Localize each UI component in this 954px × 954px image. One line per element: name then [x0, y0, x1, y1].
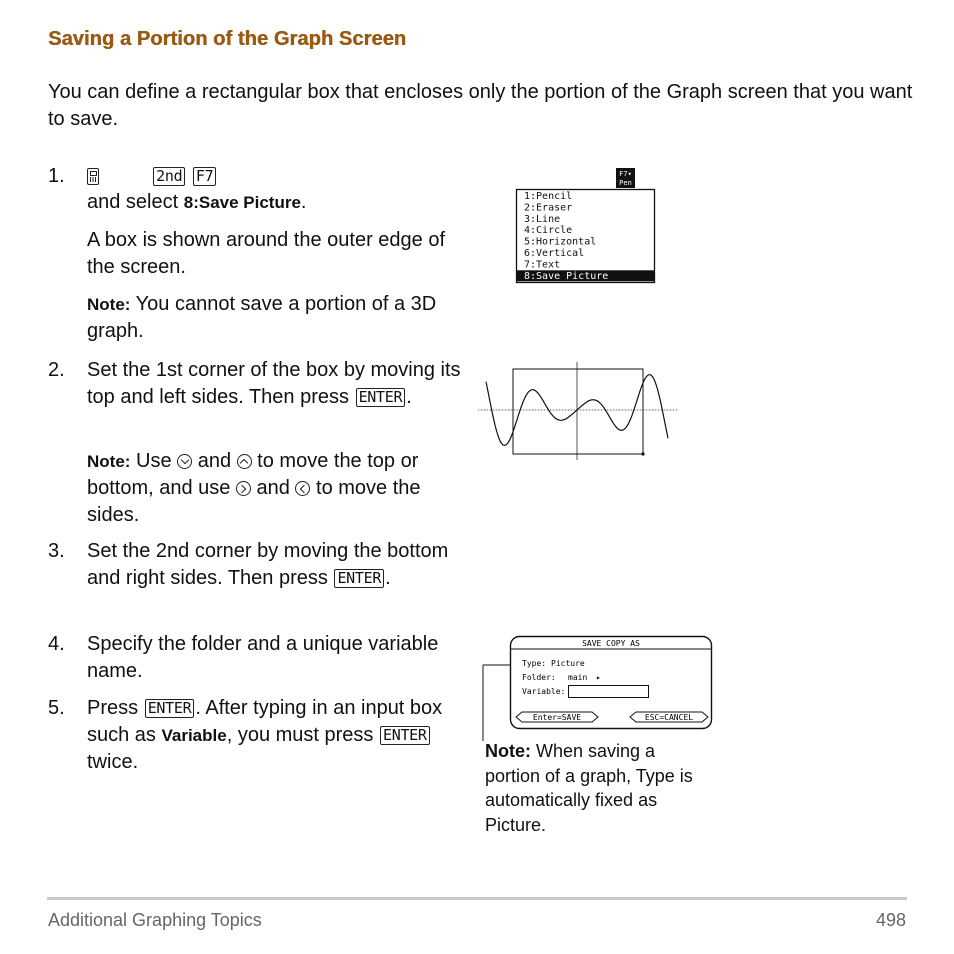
menu-item: 3:Line	[524, 213, 561, 225]
menu-item: 4:Circle	[524, 225, 573, 237]
type-value: Picture	[551, 659, 585, 668]
save-copy-as-dialog	[480, 633, 717, 743]
type-label: Type:	[522, 659, 547, 668]
enter-save-label: Enter=SAVE	[532, 713, 582, 722]
right-note: Note: When saving a portion of a graph, Type is automatically fixed as Picture.	[485, 741, 693, 835]
step-1-keys	[87, 163, 467, 190]
folder-label: Folder:	[522, 673, 556, 682]
menu-item-ref: 8:Save Picture	[183, 193, 301, 212]
page-heading: Saving a Portion of the Graph Screen	[48, 28, 407, 50]
arrow-left-icon	[295, 481, 310, 496]
footer-divider	[47, 897, 907, 900]
arrow-right-icon	[236, 481, 251, 496]
key-enter: ENTER	[380, 726, 430, 745]
step-2-note: Note: Use and to move the top or bottom, and use and to move the sides.	[87, 450, 421, 526]
menu-item: 1:Pencil	[524, 191, 573, 202]
folder-value: main	[568, 673, 588, 682]
variable-label: Variable:	[522, 687, 566, 696]
dialog-title: SAVE COPY AS	[582, 639, 640, 648]
footer-section: Additional Graphing Topics	[48, 910, 262, 930]
step-4-number: 4.	[48, 633, 65, 655]
key-enter: ENTER	[356, 388, 406, 407]
key-2nd: 2nd	[153, 167, 185, 186]
step-3-number: 3.	[48, 540, 65, 562]
menu-item: 6:Vertical	[524, 248, 585, 259]
step-3-text: Set the 2nd corner by moving the bottom and right sides. Then press ENTER .	[87, 540, 449, 589]
key-enter: ENTER	[145, 699, 195, 718]
step-2-number: 2.	[48, 359, 65, 381]
arrow-up-icon	[237, 454, 252, 469]
step-1-select: and select 8:Save Picture.	[87, 191, 307, 213]
menu-item: 5:Horizontal	[524, 236, 597, 248]
variable-ref: Variable	[161, 726, 227, 745]
step-4-text: Specify the folder and a unique variable name.	[87, 633, 439, 682]
key-f7: F7	[193, 167, 216, 186]
menu-item: 8:Save Picture	[524, 270, 609, 282]
box-corner-cursor	[641, 452, 644, 455]
step-1-number: 1.	[48, 165, 65, 187]
pen-menu-screenshot	[514, 166, 659, 286]
key-enter: ENTER	[334, 569, 384, 588]
menu-tab-bottom: Pen	[619, 179, 632, 187]
step-5-number: 5.	[48, 697, 65, 719]
selection-box	[513, 369, 643, 454]
menu-item: 2:Eraser	[524, 202, 573, 214]
folder-dropdown-icon: ▸	[596, 673, 601, 682]
step-1-para: A box is shown around the outer edge of the screen.	[87, 229, 446, 278]
step-5-text: Press ENTER . After typing in an input box such as Variable, you must press ENTER twice.	[87, 697, 443, 773]
footer-page-number: 498	[875, 910, 906, 930]
variable-input	[569, 686, 649, 698]
arrow-down-icon	[177, 454, 192, 469]
apps-key-icon	[87, 168, 99, 185]
menu-item: 7:Text	[524, 259, 561, 271]
graph-screenshot	[476, 360, 681, 465]
step-2-text: Set the 1st corner of the box by moving its top and left sides. Then press ENTER .	[87, 359, 461, 408]
esc-cancel-label: ESC=CANCEL	[644, 713, 694, 722]
intro-paragraph: You can define a rectangular box that encloses only the portion of the Graph screen that you want to save.	[48, 81, 913, 130]
step-1-note: Note: You cannot save a portion of a 3D graph.	[87, 293, 437, 342]
menu-tab-top: F7▾	[619, 170, 632, 178]
